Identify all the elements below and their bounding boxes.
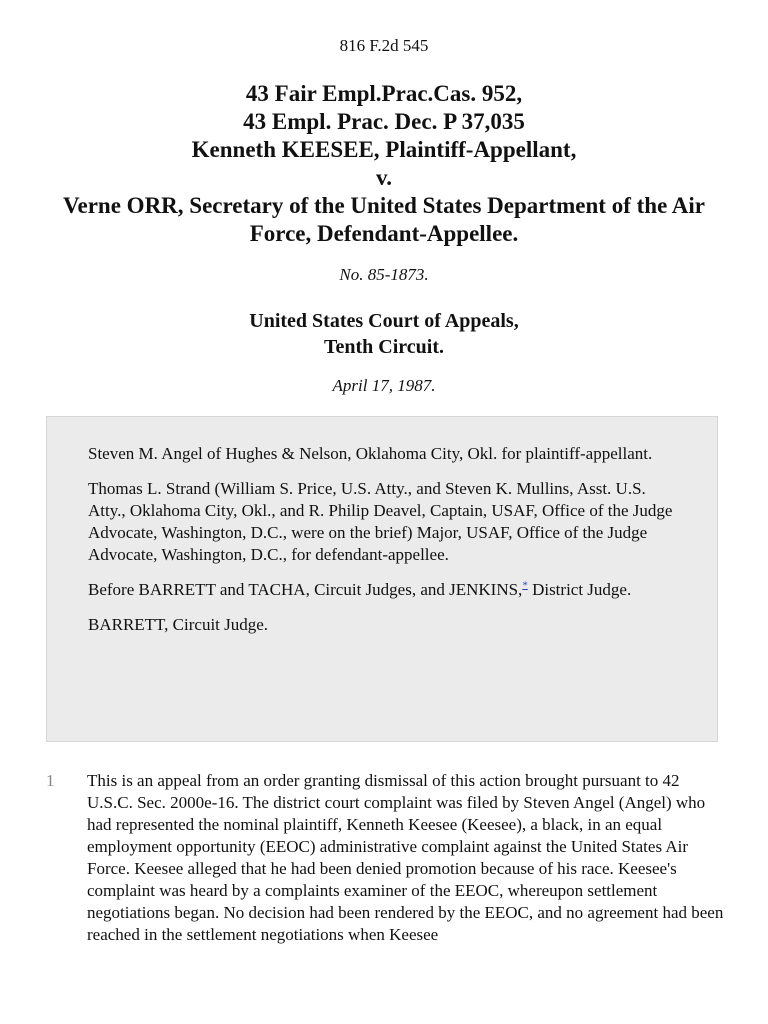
appellant-counsel: Steven M. Angel of Hughes & Nelson, Oklahoma City, Okl. for plaintiff-appellant. [88,444,653,463]
court-name [0,308,768,360]
panel-judges-suffix: District Judge. [527,580,632,599]
opinion-author: BARRETT, Circuit Judge. [88,615,269,634]
caption-versus: v. [376,165,392,190]
decision-date: April 17, 1987. [332,376,436,395]
panel-judges [88,579,677,601]
case-citation: 816 F.2d 545 [339,36,429,55]
case-caption [30,80,738,248]
panel-judges-prefix: Before BARRETT and TACHA, Circuit Judges, and JENKINS, [88,580,523,599]
appellee-counsel: Thomas L. Strand (William S. Price, U.S. Atty., and Steven K. Mullins, Asst. U.S. Atty., Oklahoma City, Okl., and R. Philip Deavel, Captain, USAF, Office of the Judge Advocate, Washington, D.C., were on the brief) Major, USAF, Office of the Judge Advocate, Washington, D.C., for defendant-appellee. [88,479,673,564]
counsel-panel [46,416,718,742]
caption-reporter-line-1: 43 Fair Empl.Prac.Cas. 952, [245,81,523,106]
court-name-line-2: Tenth Circuit. [323,336,445,358]
docket-number: No. 85-1873. [339,265,429,284]
paragraph-text: This is an appeal from an order granting dismissal of this action brought pursuant to 42 U.S.C. Sec. 2000e-16. The district court complaint was filed by Steven Angel (Angel) who had represented the nominal plaintiff, Kenneth Keesee (Keesee), a black, in an equal employment opportunity (EEOC) administrative complaint against the United States Air Force. Keesee alleged that he had been denied promotion because of his race. Keesee's complaint was heard by a complaints examiner of the EEOC, whereupon settlement negotiations began. No decision had been rendered by the EEOC, and no agreement had been reached in the settlement negotiations when Keesee [87,771,724,944]
paragraph-number: 1 [46,771,55,790]
caption-defendant: Verne ORR, Secretary of the United States Department of the Air Force, Defendant-Appellee. [63,193,705,246]
caption-reporter-line-2: 43 Empl. Prac. Dec. P 37,035 [243,109,525,134]
footnote-link[interactable]: * [522,579,528,592]
caption-plaintiff: Kenneth KEESEE, Plaintiff-Appellant, [191,137,577,162]
court-name-line-1: United States Court of Appeals, [249,310,519,332]
